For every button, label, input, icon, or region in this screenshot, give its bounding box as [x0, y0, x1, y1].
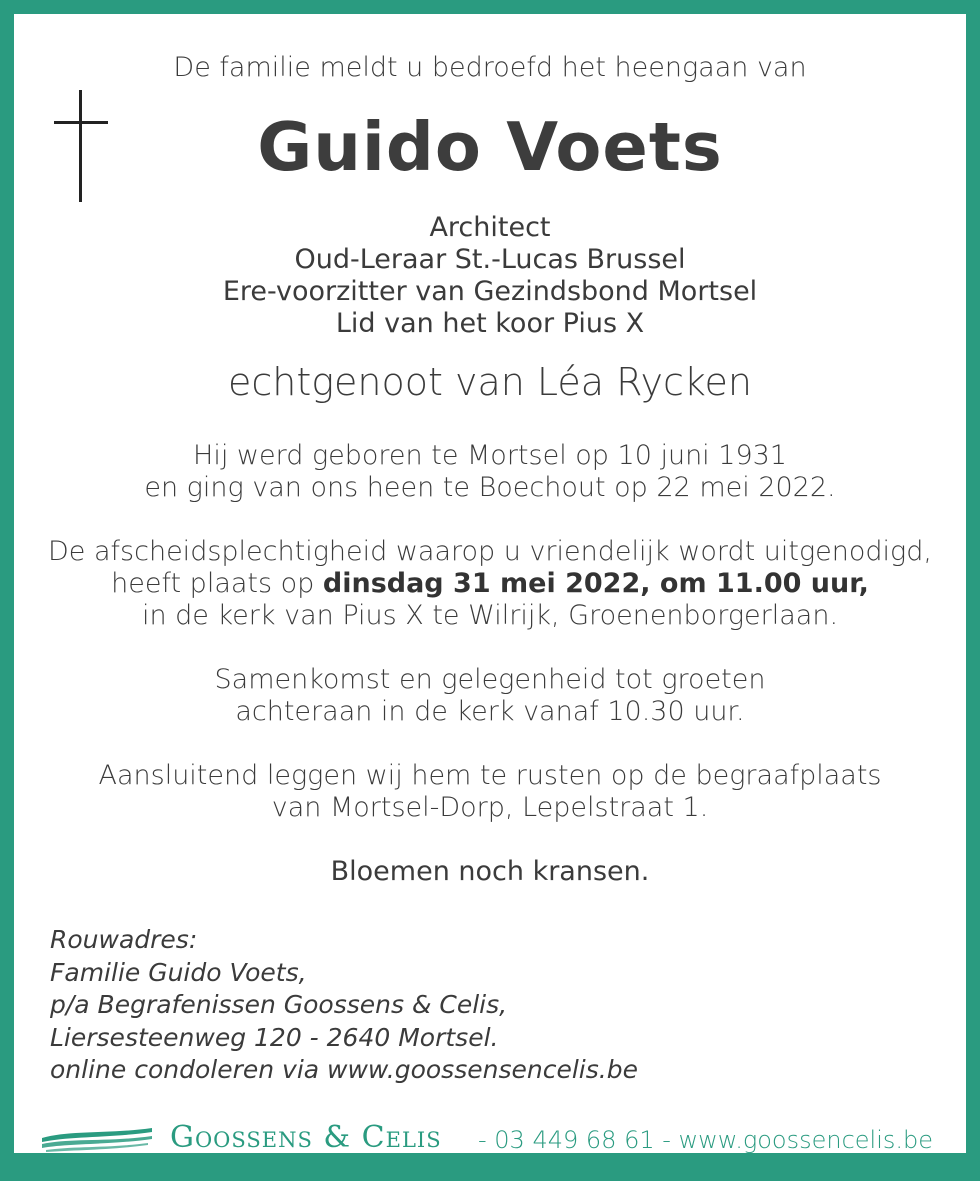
gathering-paragraph	[14, 664, 966, 728]
title-line: Lid van het koor Pius X	[335, 308, 645, 339]
ceremony-date-time: dinsdag 31 mei 2022, om 11.00 uur,	[322, 568, 869, 599]
burial-line: van Mortsel-Dorp, Lepelstraat 1.	[271, 792, 709, 823]
flowers-note: Bloemen noch kransen.	[330, 856, 650, 887]
funeral-home-logo-icon	[40, 1124, 154, 1154]
address-line: p/a Begrafenissen Goossens & Celis,	[50, 990, 508, 1019]
birth-line: Hij werd geboren te Mortsel op 10 juni 1931	[193, 440, 787, 471]
ceremony-line-2	[14, 568, 966, 600]
obituary-card	[14, 14, 966, 1153]
funeral-home-footer	[40, 1120, 960, 1156]
ceremony-prefix: heeft plaats op	[111, 568, 323, 599]
address-line: online condoleren via www.goossensencelis.be	[50, 1055, 638, 1084]
mourning-address	[50, 924, 638, 1087]
burial-paragraph	[14, 760, 966, 824]
titles-list	[14, 212, 966, 340]
funeral-home-contact: - 03 449 68 61 - www.goossencelis.be	[478, 1126, 934, 1154]
title-line: Ere-voorzitter van Gezindsbond Mortsel	[222, 276, 758, 307]
burial-line: Aansluitend leggen wij hem te rusten op de begraafplaats	[98, 760, 882, 791]
intro-text: De familie meldt u bedroefd het heengaan van	[173, 52, 807, 83]
deceased-name: Guido Voets	[257, 108, 723, 186]
ceremony-line-3: in de kerk van Pius X te Wilrijk, Groenenborgerlaan.	[141, 600, 839, 631]
ceremony-paragraph	[14, 536, 966, 632]
title-line: Architect	[429, 212, 551, 243]
death-line: en ging van ons heen te Boechout op 22 mei 2022.	[144, 472, 836, 503]
address-line: Rouwadres:	[50, 925, 198, 954]
address-line: Liersesteenweg 120 - 2640 Mortsel.	[50, 1022, 499, 1052]
birth-death-paragraph	[14, 440, 966, 504]
gathering-line: Samenkomst en gelegenheid tot groeten	[214, 664, 766, 695]
gathering-line: achteraan in de kerk vanaf 10.30 uur.	[235, 696, 745, 727]
funeral-home-name: Goossens & Celis	[170, 1120, 442, 1155]
title-line: Oud-Leraar St.-Lucas Brussel	[294, 244, 686, 275]
spouse-line: echtgenoot van Léa Rycken	[227, 360, 752, 404]
address-line: Familie Guido Voets,	[50, 957, 307, 987]
ceremony-line-1: De afscheidsplechtigheid waarop u vriendelijk wordt uitgenodigd,	[48, 536, 932, 567]
